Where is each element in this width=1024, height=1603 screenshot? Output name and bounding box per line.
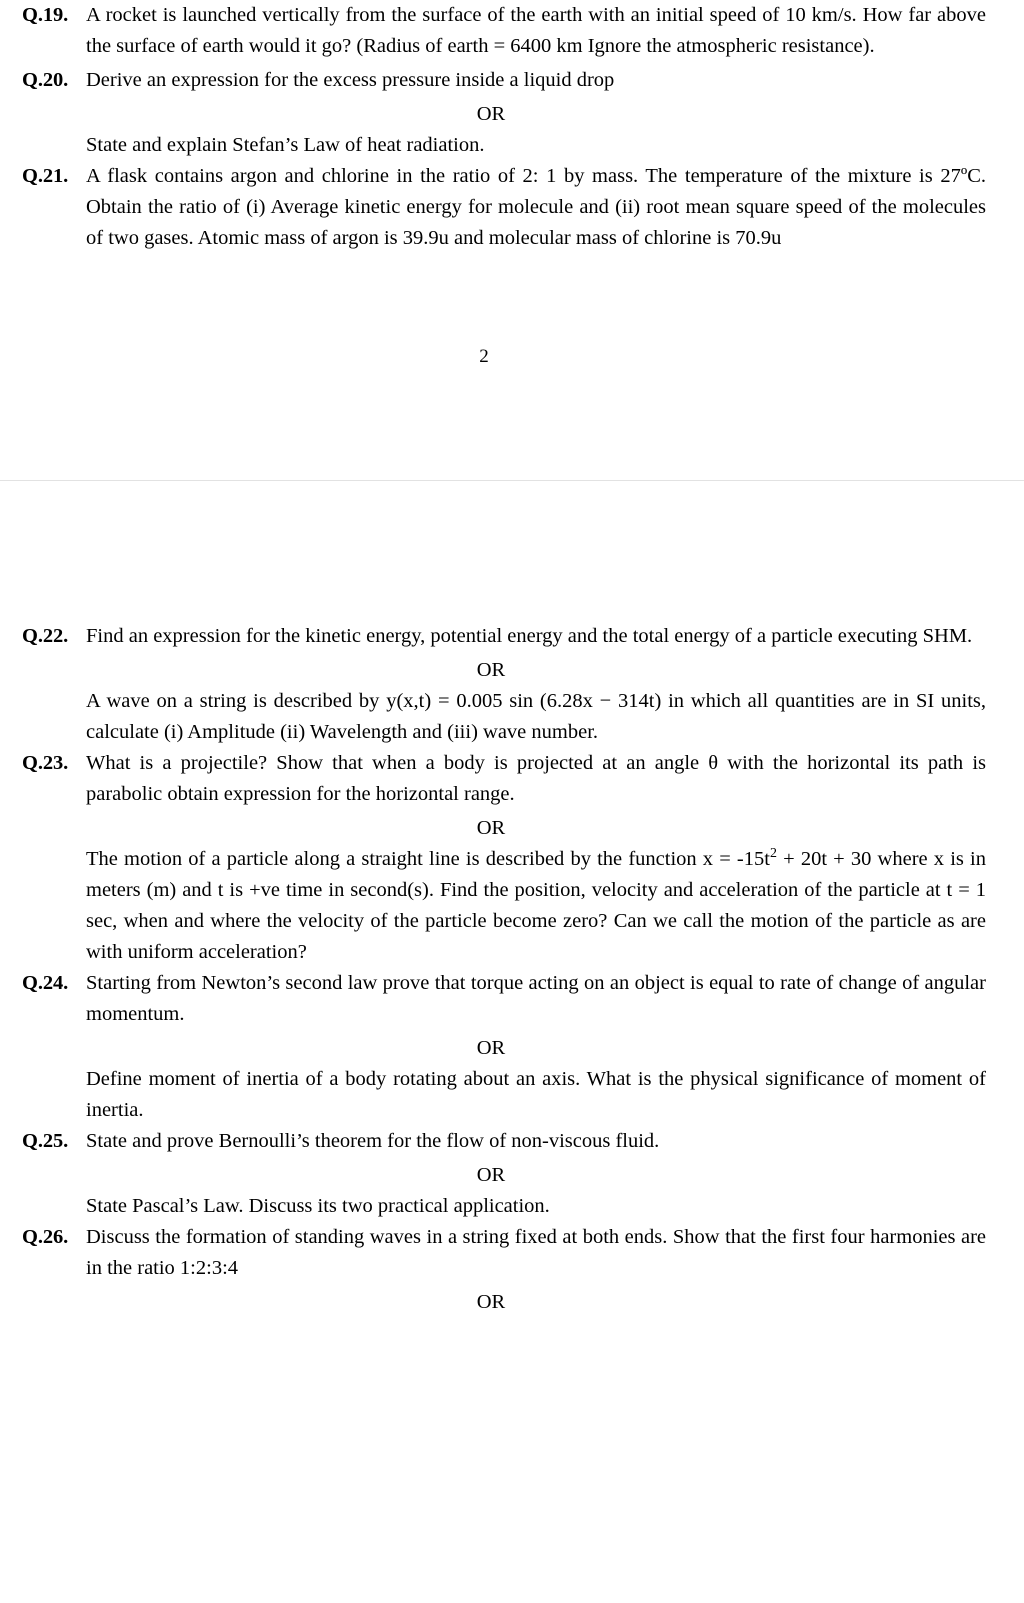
question-item [22, 161, 986, 254]
alt-text-part-1: The motion of a particle along a straight line is described by the function x = -15t [86, 848, 770, 870]
question-label: Q.22. [22, 625, 69, 647]
or-separator: OR [476, 1037, 506, 1059]
question-text: Discuss the formation of standing waves in a string fixed at both ends. Show that the first four harmonies are in the ratio 1:2:3:4 [86, 1226, 986, 1279]
exponent: 2 [769, 846, 777, 862]
question-item [22, 1126, 986, 1157]
question-label: Q.26. [22, 1226, 69, 1248]
question-label: Q.24. [22, 972, 69, 994]
or-separator: OR [476, 1164, 506, 1186]
question-item [22, 0, 986, 62]
question-label: Q.25. [22, 1130, 69, 1152]
question-text: What is a projectile? Show that when a body is projected at an angle θ with the horizontal its path is parabolic obtain expression for the horizontal range. [86, 752, 986, 805]
question-alternative: State Pascal’s Law. Discuss its two practical application. [86, 1195, 550, 1217]
question-label: Q.20. [22, 69, 69, 91]
section-page-2 [0, 621, 1024, 1318]
question-item [22, 1222, 986, 1284]
or-separator: OR [476, 1291, 506, 1313]
question-text: A flask contains argon and chlorine in the ratio of 2: 1 by mass. The temperature of the mixture is 27ºC. Obtain the ratio of (i) Average kinetic energy for molecule and (ii) root mean square speed of the molecules of two gases. Atomic mass of argon is 39.9u and molecular mass of chlorine is 70.9u [86, 165, 986, 249]
question-text: State and prove Bernoulli’s theorem for the flow of non-viscous fluid. [86, 1130, 660, 1152]
question-text: Find an expression for the kinetic energy, potential energy and the total energy of a particle executing SHM. [86, 625, 973, 647]
question-alternative: Define moment of inertia of a body rotating about an axis. What is the physical significance of moment of inertia. [86, 1068, 986, 1121]
alt-text-part-2: + 20t + 30 where x is in meters (m) and t is +ve time in second(s). Find the position, velocity and acceleration of the particle at t = 1 sec, when and where the velocity of the particle become zero? Can we call the motion of the particle as are with uniform acceleration? [86, 848, 986, 963]
question-text: Derive an expression for the excess pressure inside a liquid drop [86, 69, 615, 91]
question-alternative [86, 844, 986, 968]
question-item [22, 621, 986, 652]
page-number: 2 [479, 346, 489, 367]
page-top-margin [0, 481, 1024, 621]
question-item [22, 748, 986, 810]
or-separator: OR [476, 103, 506, 125]
question-text: A rocket is launched vertically from the surface of the earth with an initial speed of 10 km/s. How far above the surface of earth would it go? (Radius of earth = 6400 km Ignore the atmospheric resistance). [86, 4, 986, 57]
question-text: Starting from Newton’s second law prove that torque acting on an object is equal to rate of change of angular momentum. [86, 972, 986, 1025]
question-item [22, 65, 986, 96]
section-page-1 [0, 0, 1024, 372]
or-separator: OR [476, 817, 506, 839]
or-separator: OR [476, 659, 506, 681]
question-alternative: State and explain Stefan’s Law of heat radiation. [86, 134, 485, 156]
question-label: Q.23. [22, 752, 69, 774]
question-label: Q.19. [22, 4, 69, 26]
question-alternative: A wave on a string is described by y(x,t) = 0.005 sin (6.28x − 314t) in which all quantities are in SI units, calculate (i) Amplitude (ii) Wavelength and (iii) wave number. [86, 690, 986, 743]
question-label: Q.21. [22, 165, 69, 187]
question-item [22, 968, 986, 1030]
